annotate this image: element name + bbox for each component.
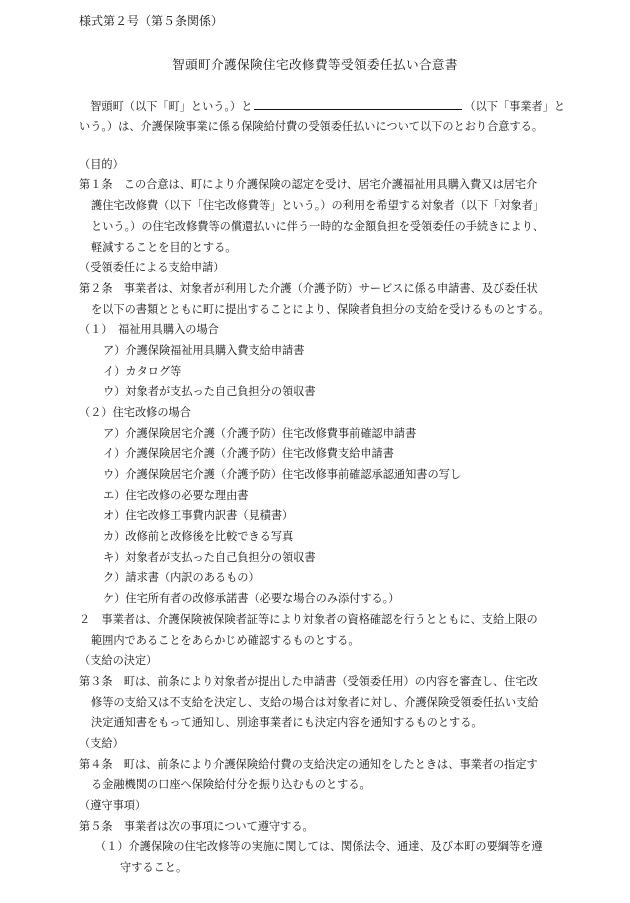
section-heading-payment: （支給） (79, 737, 124, 750)
business-name-blank[interactable] (254, 98, 462, 110)
article-1-line-1: 第１条 この合意は、町により介護保険の認定を受け、居宅介護福祉用具購入費又は居宅介 (79, 178, 538, 191)
list-item: ウ）介護保険居宅介護（介護予防）住宅改修事前確認承認通知書の写し (103, 468, 462, 481)
list-item: エ）住宅改修の必要な理由書 (103, 489, 249, 502)
article-5-item-1-line-2: 守すること。 (120, 861, 188, 874)
article-2-line-2: を以下の書類とともに町に提出することにより、保険者負担分の支給を受けるものとする。 (91, 303, 550, 316)
article-2-para-2-line-1: ２ 事業者は、介護保険被保険者証等により対象者の資格確認を行うとともに、支給上限の (79, 613, 538, 626)
list-item: イ）カタログ等 (103, 365, 182, 378)
article-2-para-2-line-2: 範囲内であることをあらかじめ確認するものとする。 (91, 634, 360, 647)
section-heading-decision: （支給の決定） (79, 654, 158, 667)
article-3-line-2: 修等の支給又は不支給を決定し、支給の場合は対象者に対し、介護保険受領委任払い支給 (91, 696, 539, 709)
intro-line-2: いう。）は、介護保険事業に係る保険給付費の受領委任払いについて以下のとおり合意する。 (79, 120, 544, 133)
article-3-line-3: 決定通知書をもって通知し、別途事業者にも決定内容を通知するものとする。 (91, 716, 483, 729)
list-item: イ）介護保険居宅介護（介護予防）住宅改修費支給申請書 (103, 447, 394, 460)
intro-line-1 (79, 98, 565, 115)
list-item: ア）介護保険福祉用具購入費支給申請書 (103, 344, 305, 357)
list-item: カ）改修前と改修後を比較できる写真 (103, 530, 294, 543)
article-4-line-1: 第４条 町は、前条により介護保険給付費の支給決定の通知をしたときは、事業者の指定す (79, 758, 538, 771)
article-5-item-1-line-1: （１）介護保険の住宅改修等の実施に関しては、関係法令、通達、及び本町の要綱等を遵 (95, 840, 543, 853)
article-2-line-1: 第２条 事業者は、対象者が利用した介護（介護予防）サービスに係る申請書、及び委任状 (79, 282, 538, 295)
list-item: ク）請求書（内訳のあるもの） (103, 571, 260, 584)
article-4-line-2: る金融機関の口座へ保険給付分を振り込むものとする。 (91, 778, 371, 791)
article-1-line-3: という。）の住宅改修費等の償還払いに伴う一時的な金額負担を受領委任の手続きにより、 (91, 220, 545, 233)
list-item: キ）対象者が支払った自己負担分の領収書 (103, 551, 316, 564)
section-heading-compliance: （遵守事項） (79, 799, 147, 812)
list-item: ウ）対象者が支払った自己負担分の領収書 (103, 385, 316, 398)
form-label: 様式第２号（第５条関係） (79, 14, 224, 28)
article-1-line-4: 軽減することを目的とする。 (91, 241, 237, 254)
section-heading-application: （受領委任による支給申請） (79, 261, 225, 274)
document-title: 智頭町介護保険住宅改修費等受領委任払い合意書 (172, 57, 458, 72)
intro-text-2: （以下「事業者」と (464, 100, 566, 113)
article-3-line-1: 第３条 町は、前条により対象者が提出した申請書（受領委任用）の内容を審査し、住宅改 (79, 675, 538, 688)
list-heading-housing-renovation: （２）住宅改修の場合 (79, 406, 191, 419)
article-5-line-1: 第５条 事業者は次の事項について遵守する。 (79, 820, 314, 833)
article-1-line-2: 護住宅改修費（以下「住宅改修費等」という。）の利用を希望する対象者（以下「対象者」 (91, 199, 545, 212)
list-item: ケ）住宅所有者の改修承諾書（必要な場合のみ添付する。） (103, 592, 400, 605)
list-item: ア）介護保険居宅介護（介護予防）住宅改修費事前確認申請書 (103, 427, 417, 440)
list-item: オ）住宅改修工事費内訳書（見積書） (103, 509, 294, 522)
list-heading-welfare-equipment: （１） 福祉用具購入の場合 (79, 323, 219, 336)
section-heading-purpose: （目的） (79, 158, 124, 171)
intro-text-1: 智頭町（以下「町」という。）と (79, 100, 253, 113)
